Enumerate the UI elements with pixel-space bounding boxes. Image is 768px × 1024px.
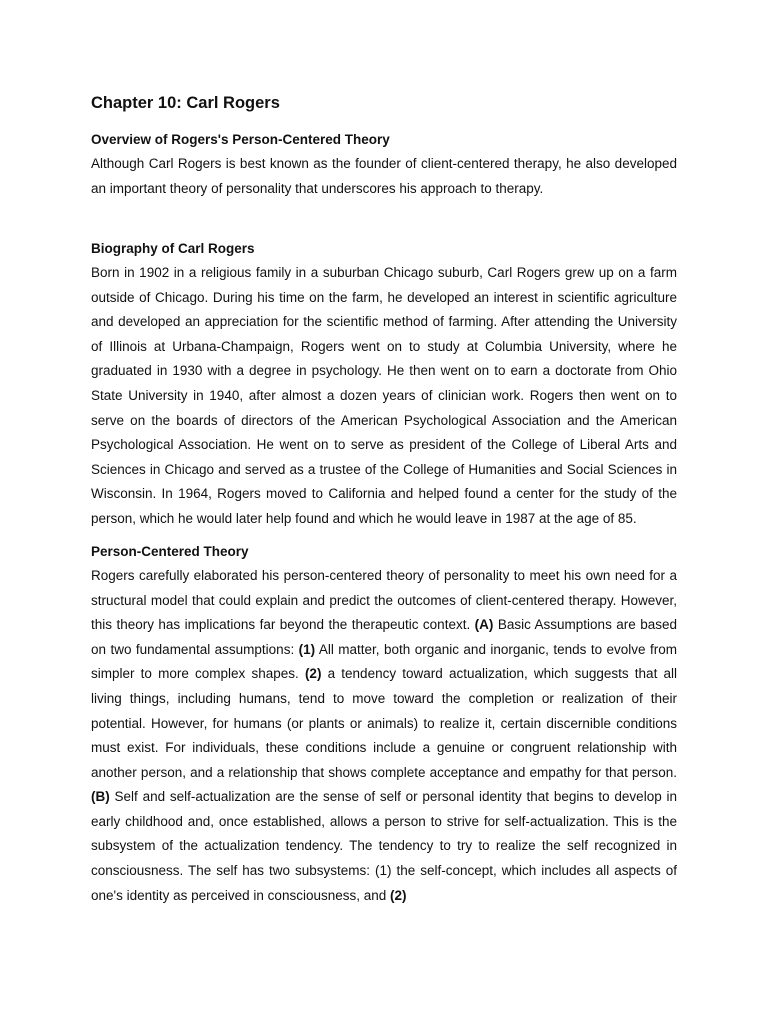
overview-paragraph: Although Carl Rogers is best known as the founder of client-centered therapy, he also developed an important theory of personality that underscores his approach to therapy.: [91, 156, 677, 196]
pct-text-3: All matter, both organic and inorganic, tends to evolve from simpler to more complex shapes.: [91, 641, 677, 682]
marker-2b: (2): [390, 887, 407, 903]
overview-heading: Overview of Rogers's Person-Centered Theory: [91, 132, 390, 147]
marker-2: (2): [304, 666, 322, 682]
pct-text-1: Rogers carefully elaborated his person-centered theory of personality to meet his own need for a structural model that could explain and predict the outcomes of client-centered therapy. However, this theory has implications far beyond the therapeutic context.: [91, 567, 677, 633]
pct-text-2: Basic Assumptions are based on two fundamental assumptions:: [91, 617, 677, 657]
pct-text-5: Self and self-actualization are the sense of self or personal identity that begins to develop in early childhood and, once established, allows a person to strive for self-actualization. This is the subsystem of the actualization tendency. The tendency to try to realize the self recognized in consciousness. The self has two subsystems: (1) the self-concept, which includes all aspects of one's identity as perceived in consciousness, and: [91, 789, 677, 903]
marker-1: (1): [298, 641, 316, 657]
biography-heading: Biography of Carl Rogers: [91, 240, 255, 256]
document-body: [91, 91, 677, 908]
marker-a: (A): [474, 617, 494, 633]
chapter-title: Chapter 10: Carl Rogers: [91, 94, 280, 112]
person-centered-paragraph: [91, 564, 677, 908]
marker-b: (B): [91, 789, 110, 805]
person-centered-heading: Person-Centered Theory: [91, 543, 249, 559]
pct-text-4: a tendency toward actualization, which suggests that all living things, including humans, tend to move toward the completion or realization of their potential. However, for humans (or plants or animals) to realize it, certain discernible conditions must exist. For individuals, these conditions include a genuine or congruent relationship with another person, and a relationship that shows complete acceptance and empathy for that person.: [91, 666, 677, 780]
biography-paragraph: Born in 1902 in a religious family in a suburban Chicago suburb, Carl Rogers grew up on a farm outside of Chicago. During his time on the farm, he developed an interest in scientific agriculture and developed an appreciation for the scientific method of farming. After attending the University of Illinois at Urbana-Champaign, Rogers went on to study at Columbia University, where he graduated in 1930 with a degree in psychology. He then went on to earn a doctorate from Ohio State University in 1940, after almost a dozen years of clinician work. Rogers then went on to serve on the boards of directors of the American Psychological Association and the American Psychological Association. He went on to serve as president of the College of Liberal Arts and Sciences in Chicago and served as a trustee of the College of Humanities and Social Sciences in Wisconsin. In 1964, Rogers moved to California and helped found a center for the study of the person, which he would later help found and which he would leave in 1987 at the age of 85.: [91, 265, 677, 526]
